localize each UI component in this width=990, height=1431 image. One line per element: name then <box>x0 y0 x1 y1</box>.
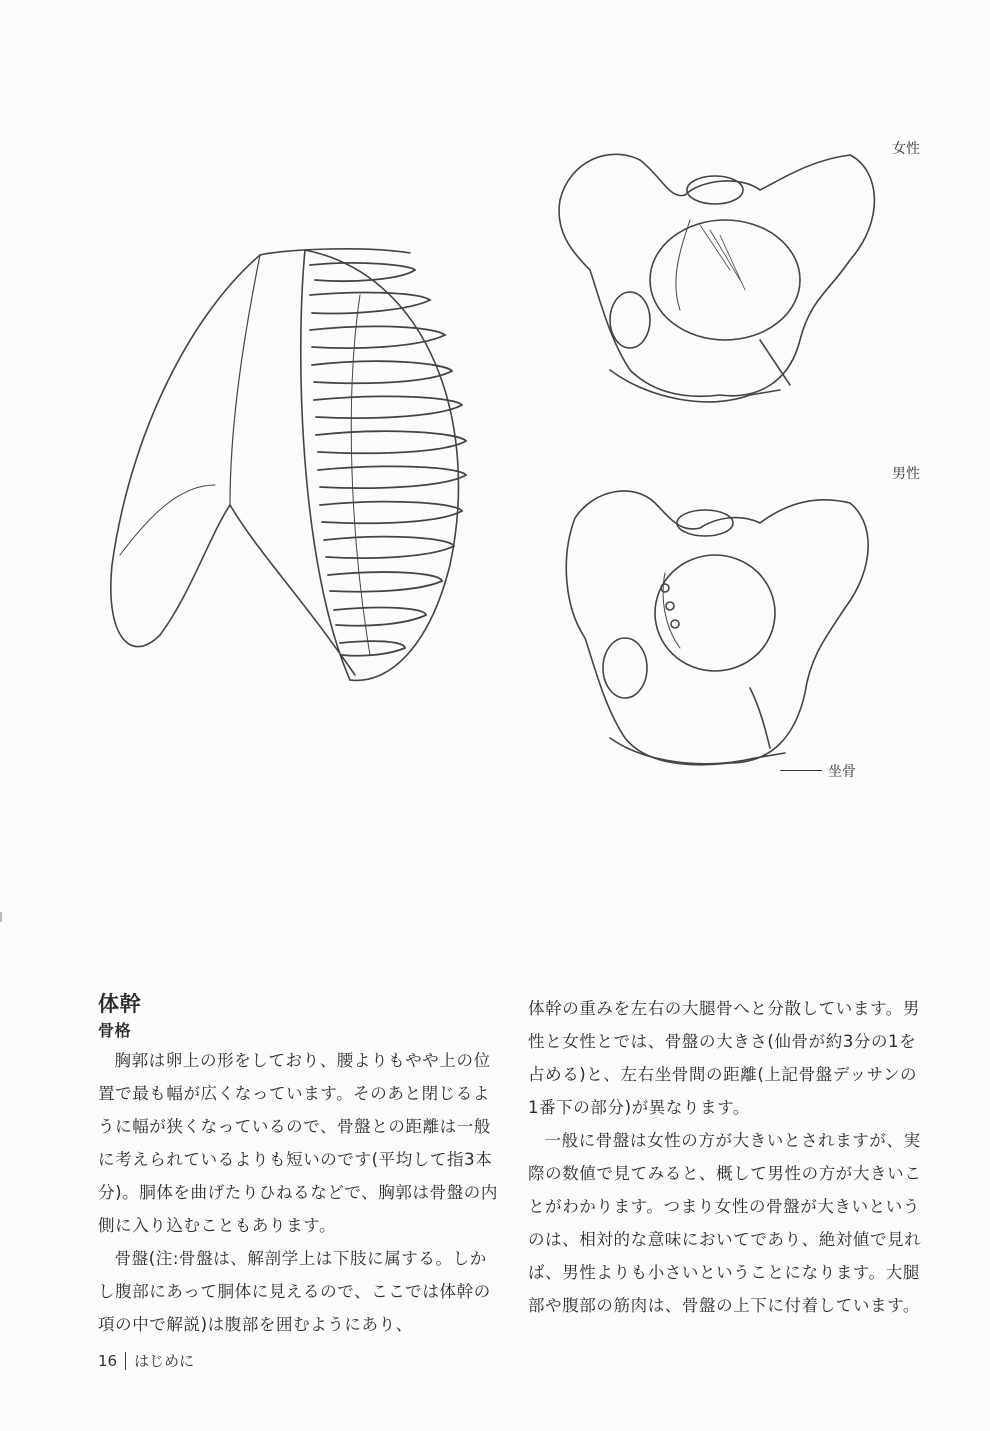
female-label: 女性 <box>892 141 920 157</box>
ischium-leader-line <box>780 770 822 771</box>
page-number: 16 <box>98 1351 118 1370</box>
male-label: 男性 <box>892 466 920 482</box>
section-heading: 体幹 <box>98 992 142 1016</box>
female-pelvis-sketch <box>550 140 890 420</box>
footer-section: はじめに <box>134 1352 195 1370</box>
right-paragraph-1: 体幹の重みを左右の大腿骨へと分散しています。男性と女性とでは、骨盤の大きさ(仙骨が約3分の1を占める)と、左右坐骨間の距離(上記骨盤デッサンの1番下の部分)が異なります。 <box>528 999 920 1117</box>
section-subheading: 骨格 <box>98 1021 132 1040</box>
right-column <box>528 992 928 1322</box>
left-paragraph-1: 胸郭は卵上の形をしており、腰よりもやや上の位置で最も幅が広くなっています。そのあと閉じるように幅が狭くなっているので、骨盤との距離は一般に考えられているよりも短いのです(平均して指3本分)。胴体を曲げたりひねるなどで、胸郭は骨盤の内側に入り込むこともあります。 <box>98 1051 499 1235</box>
page-footer <box>98 1350 194 1371</box>
male-pelvis-sketch <box>555 478 885 778</box>
left-paragraph-2: 骨盤(注:骨盤は、解剖学上は下肢に属する。しかし腹部にあって胴体に見えるので、ここでは体幹の項の中で解説)は腹部を囲むようにあり、 <box>98 1249 491 1334</box>
right-paragraph-2: 一般に骨盤は女性の方が大きいとされますが、実際の数値で見てみると、概して男性の方が大きいことがわかります。つまり女性の骨盤が大きいというのは、相対的な意味においてであり、絶対値で見れば、男性よりも小さいということになります。大腿部や腹部の筋肉は、骨盤の上下に付着しています。 <box>528 1131 922 1315</box>
left-column <box>98 990 498 1341</box>
rib-cage-sketch <box>100 235 480 695</box>
page-edge-mark <box>0 912 2 922</box>
footer-divider <box>125 1352 126 1370</box>
ischium-label: 坐骨 <box>828 764 856 780</box>
